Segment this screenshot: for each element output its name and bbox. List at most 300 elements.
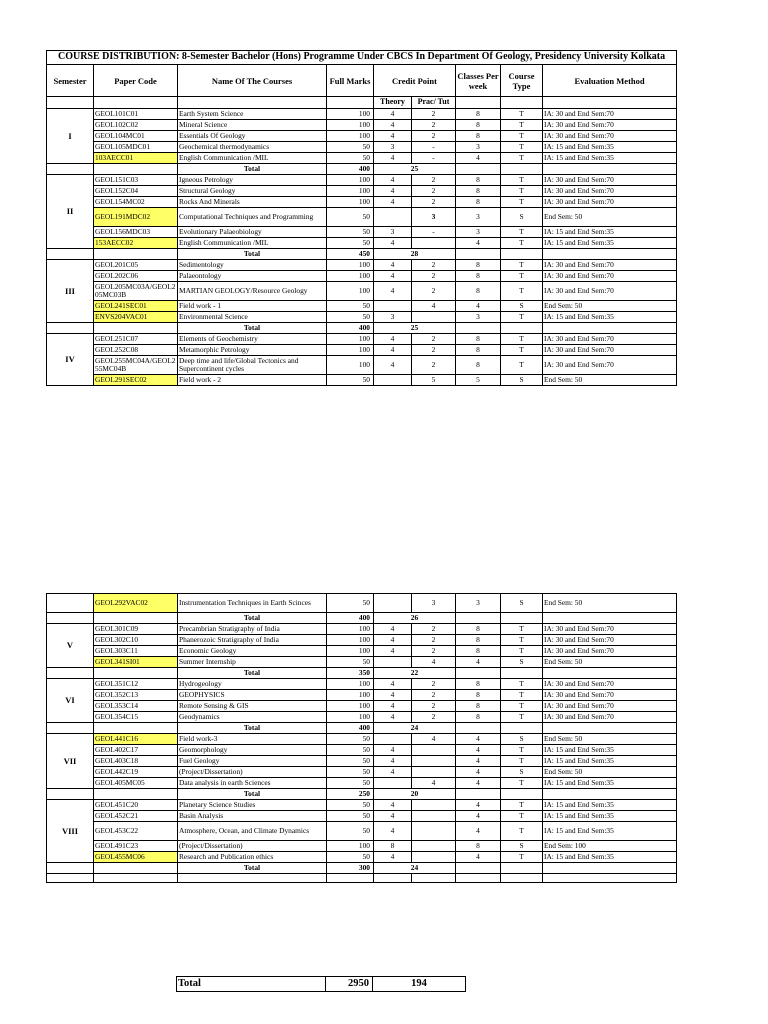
paper-code: GEOL202C06 <box>94 271 178 282</box>
cell-empty <box>456 613 501 624</box>
paper-code: GEOL354C15 <box>94 712 178 723</box>
paper-code: GEOL403C18 <box>94 756 178 767</box>
full-marks: 50 <box>327 811 374 822</box>
cell-empty <box>501 863 543 874</box>
credit-prac <box>412 238 456 249</box>
evaluation-method: IA: 30 and End Sem:70 <box>543 120 677 131</box>
classes-per-week: 8 <box>456 334 501 345</box>
course-name: Data analysis in earth Sciences <box>178 778 327 789</box>
credit-prac <box>412 767 456 778</box>
cell-empty <box>94 723 178 734</box>
credit-theory: 4 <box>374 131 412 142</box>
course-name: Basin Analysis <box>178 811 327 822</box>
cell-empty <box>501 164 543 175</box>
cell-empty <box>501 323 543 334</box>
credit-theory: 4 <box>374 282 412 301</box>
evaluation-method: IA: 15 and End Sem:35 <box>543 142 677 153</box>
cell-empty <box>47 668 94 679</box>
classes-per-week: 4 <box>456 778 501 789</box>
credit-theory: 4 <box>374 745 412 756</box>
classes-per-week: 8 <box>456 712 501 723</box>
cell-empty <box>47 164 94 175</box>
credit-prac: 2 <box>412 120 456 131</box>
course-type: T <box>501 312 543 323</box>
cell-empty <box>501 723 543 734</box>
total-marks: 450 <box>327 249 374 260</box>
paper-code: ENVS204VAC01 <box>94 312 178 323</box>
paper-code: GEOL205MC03A/GEOL205MC03B <box>94 282 178 301</box>
course-row <box>47 271 677 282</box>
total-credits: 20 <box>374 789 456 800</box>
course-name: Essentials Of Geology <box>178 131 327 142</box>
credit-prac <box>412 841 456 852</box>
paper-code: GEOL351C12 <box>94 679 178 690</box>
evaluation-method: IA: 30 and End Sem:70 <box>543 109 677 120</box>
credit-theory: 4 <box>374 334 412 345</box>
credit-theory: 4 <box>374 690 412 701</box>
total-credits: 24 <box>374 723 456 734</box>
cell-empty <box>47 613 94 624</box>
classes-per-week: 3 <box>456 208 501 227</box>
course-row <box>47 282 677 301</box>
full-marks: 50 <box>327 800 374 811</box>
paper-code: GEOL455MC06 <box>94 852 178 863</box>
total-marks: 350 <box>327 668 374 679</box>
credit-theory: 4 <box>374 186 412 197</box>
credit-prac: 2 <box>412 646 456 657</box>
classes-per-week: 3 <box>456 594 501 613</box>
cell-empty <box>456 164 501 175</box>
credit-theory: 4 <box>374 175 412 186</box>
classes-per-week: 4 <box>456 822 501 841</box>
credit-theory <box>374 375 412 386</box>
evaluation-method: IA: 15 and End Sem:35 <box>543 756 677 767</box>
evaluation-method: IA: 15 and End Sem:35 <box>543 800 677 811</box>
total-credits: 26 <box>374 613 456 624</box>
total-credits: 22 <box>374 668 456 679</box>
credit-prac <box>412 852 456 863</box>
full-marks: 100 <box>327 120 374 131</box>
semester-total-row <box>47 668 677 679</box>
credit-prac: 2 <box>412 186 456 197</box>
course-name: Hydrogeology <box>178 679 327 690</box>
semester-label: VII <box>47 734 94 789</box>
full-marks: 100 <box>327 356 374 375</box>
classes-per-week: 3 <box>456 227 501 238</box>
course-name: Computational Techniques and Programming <box>178 208 327 227</box>
classes-per-week: 4 <box>456 811 501 822</box>
cell-empty <box>543 323 677 334</box>
paper-code: GEOL405MC05 <box>94 778 178 789</box>
course-type: T <box>501 334 543 345</box>
evaluation-method: IA: 30 and End Sem:70 <box>543 175 677 186</box>
paper-code: GEOL156MDC03 <box>94 227 178 238</box>
credit-theory: 4 <box>374 646 412 657</box>
course-type: T <box>501 175 543 186</box>
classes-per-week: 8 <box>456 646 501 657</box>
classes-per-week: 4 <box>456 734 501 745</box>
credit-theory: 4 <box>374 345 412 356</box>
credit-prac: 4 <box>412 778 456 789</box>
classes-per-week: 8 <box>456 271 501 282</box>
course-type: T <box>501 142 543 153</box>
full-marks: 50 <box>327 657 374 668</box>
total-label: Total <box>178 249 327 260</box>
paper-code: 153AECC02 <box>94 238 178 249</box>
full-marks: 100 <box>327 186 374 197</box>
semester-label: I <box>47 109 94 164</box>
full-marks: 50 <box>327 142 374 153</box>
course-type: T <box>501 356 543 375</box>
paper-code: 103AECC01 <box>94 153 178 164</box>
cell-empty <box>94 249 178 260</box>
evaluation-method: IA: 15 and End Sem:35 <box>543 822 677 841</box>
credit-theory: 4 <box>374 811 412 822</box>
course-type: S <box>501 734 543 745</box>
semester-total-row <box>47 164 677 175</box>
evaluation-method: IA: 15 and End Sem:35 <box>543 745 677 756</box>
full-marks: 50 <box>327 227 374 238</box>
course-type: T <box>501 690 543 701</box>
course-row <box>47 301 677 312</box>
cell-empty <box>47 323 94 334</box>
paper-code: GEOL353C14 <box>94 701 178 712</box>
course-name: Planetary Science Studies <box>178 800 327 811</box>
course-table-page1 <box>46 50 677 386</box>
course-name: Environmental Science <box>178 312 327 323</box>
paper-code: GEOL152C04 <box>94 186 178 197</box>
evaluation-method: IA: 30 and End Sem:70 <box>543 271 677 282</box>
paper-code: GEOL441C16 <box>94 734 178 745</box>
evaluation-method: IA: 30 and End Sem:70 <box>543 186 677 197</box>
course-name: Atmosphere, Ocean, and Climate Dynamics <box>178 822 327 841</box>
full-marks: 100 <box>327 635 374 646</box>
cell-empty <box>543 249 677 260</box>
paper-code: GEOL352C13 <box>94 690 178 701</box>
cell-empty <box>501 613 543 624</box>
credit-theory: 4 <box>374 635 412 646</box>
course-name: Field work - 2 <box>178 375 327 386</box>
course-row <box>47 356 677 375</box>
total-marks: 300 <box>327 863 374 874</box>
cell-empty <box>501 249 543 260</box>
evaluation-method: IA: 30 and End Sem:70 <box>543 282 677 301</box>
course-name: Phanerozoic Stratigraphy of India <box>178 635 327 646</box>
classes-per-week: 8 <box>456 679 501 690</box>
full-marks: 100 <box>327 841 374 852</box>
credit-prac: 2 <box>412 109 456 120</box>
credit-prac: 2 <box>412 260 456 271</box>
course-type: S <box>501 594 543 613</box>
evaluation-method: End Sem: 50 <box>543 657 677 668</box>
credit-prac: 2 <box>412 131 456 142</box>
evaluation-method: IA: 30 and End Sem:70 <box>543 712 677 723</box>
credit-theory <box>374 594 412 613</box>
evaluation-method: IA: 30 and End Sem:70 <box>543 701 677 712</box>
full-marks: 100 <box>327 260 374 271</box>
course-row <box>47 874 677 883</box>
full-marks: 100 <box>327 334 374 345</box>
credit-prac <box>412 800 456 811</box>
header-course-name: Name Of The Courses <box>178 65 327 97</box>
classes-per-week: 8 <box>456 635 501 646</box>
cell-empty <box>501 874 543 883</box>
cell-empty <box>501 789 543 800</box>
credit-prac: 2 <box>412 271 456 282</box>
cell-empty <box>456 863 501 874</box>
credit-theory: 8 <box>374 841 412 852</box>
course-row <box>47 208 677 227</box>
evaluation-method: IA: 30 and End Sem:70 <box>543 690 677 701</box>
course-row <box>47 712 677 723</box>
credit-theory <box>374 778 412 789</box>
classes-per-week: 4 <box>456 756 501 767</box>
header-credit-point: Credit Point <box>374 65 456 97</box>
credit-theory: 3 <box>374 142 412 153</box>
evaluation-method: IA: 30 and End Sem:70 <box>543 334 677 345</box>
credit-prac <box>412 822 456 841</box>
paper-code: GEOL105MDC01 <box>94 142 178 153</box>
cell-empty <box>178 874 327 883</box>
course-row <box>47 312 677 323</box>
full-marks: 100 <box>327 690 374 701</box>
full-marks: 100 <box>327 712 374 723</box>
evaluation-method: End Sem: 50 <box>543 594 677 613</box>
header-semester: Semester <box>47 65 94 97</box>
credit-prac: 2 <box>412 345 456 356</box>
course-row <box>47 175 677 186</box>
course-type: T <box>501 756 543 767</box>
paper-code: GEOL442C19 <box>94 767 178 778</box>
full-marks: 100 <box>327 624 374 635</box>
credit-theory: 4 <box>374 109 412 120</box>
course-row <box>47 756 677 767</box>
credit-theory: 4 <box>374 197 412 208</box>
credit-prac: 2 <box>412 175 456 186</box>
course-type: T <box>501 745 543 756</box>
cell-empty <box>412 874 456 883</box>
credit-prac <box>412 745 456 756</box>
credit-theory: 3 <box>374 227 412 238</box>
header-classes: Classes Per week <box>456 65 501 97</box>
course-type: T <box>501 109 543 120</box>
course-row <box>47 800 677 811</box>
course-name: Instrumentation Techniques in Earth Scinces <box>178 594 327 613</box>
course-row <box>47 778 677 789</box>
classes-per-week: 3 <box>456 312 501 323</box>
evaluation-method: IA: 30 and End Sem:70 <box>543 635 677 646</box>
full-marks: 50 <box>327 767 374 778</box>
course-name: Geochemical thermodynamics <box>178 142 327 153</box>
cell-empty <box>456 789 501 800</box>
classes-per-week: 4 <box>456 153 501 164</box>
semester-label: VIII <box>47 800 94 863</box>
evaluation-method: IA: 15 and End Sem:35 <box>543 778 677 789</box>
course-name: Metamorphic Petrology <box>178 345 327 356</box>
semester-total-row <box>47 323 677 334</box>
credit-prac: 2 <box>412 197 456 208</box>
course-name: English Communication /MIL <box>178 238 327 249</box>
credit-theory <box>374 657 412 668</box>
credit-theory: 4 <box>374 800 412 811</box>
course-type: T <box>501 811 543 822</box>
full-marks: 50 <box>327 312 374 323</box>
paper-code: GEOL451C20 <box>94 800 178 811</box>
full-marks: 50 <box>327 208 374 227</box>
course-row <box>47 646 677 657</box>
course-row <box>47 142 677 153</box>
full-marks: 50 <box>327 375 374 386</box>
cell-empty <box>543 789 677 800</box>
evaluation-method: End Sem: 100 <box>543 841 677 852</box>
classes-per-week: 8 <box>456 120 501 131</box>
credit-theory: 3 <box>374 312 412 323</box>
paper-code: GEOL341SI01 <box>94 657 178 668</box>
course-name: GEOPHYSICS <box>178 690 327 701</box>
course-name: Palaeontology <box>178 271 327 282</box>
cell-empty <box>94 668 178 679</box>
course-row <box>47 745 677 756</box>
cell-empty <box>94 863 178 874</box>
full-marks: 50 <box>327 594 374 613</box>
semester-total-row <box>47 863 677 874</box>
classes-per-week: 8 <box>456 186 501 197</box>
evaluation-method: IA: 30 and End Sem:70 <box>543 345 677 356</box>
credit-theory <box>374 734 412 745</box>
credit-theory: 4 <box>374 712 412 723</box>
credit-theory: 4 <box>374 238 412 249</box>
credit-prac: - <box>412 227 456 238</box>
classes-per-week: 8 <box>456 175 501 186</box>
cell-empty <box>94 789 178 800</box>
course-type: T <box>501 227 543 238</box>
credit-prac: 5 <box>412 375 456 386</box>
cell-empty <box>47 249 94 260</box>
course-type: T <box>501 197 543 208</box>
total-marks: 400 <box>327 323 374 334</box>
cell-empty <box>94 874 178 883</box>
credit-prac: 2 <box>412 624 456 635</box>
cell-empty <box>47 789 94 800</box>
evaluation-method: IA: 15 and End Sem:35 <box>543 238 677 249</box>
course-type: T <box>501 271 543 282</box>
total-credits: 25 <box>374 323 456 334</box>
classes-per-week: 3 <box>456 142 501 153</box>
course-type: T <box>501 153 543 164</box>
evaluation-method: End Sem: 50 <box>543 734 677 745</box>
course-type: T <box>501 624 543 635</box>
grand-total-row <box>176 976 466 992</box>
header-paper-code: Paper Code <box>94 65 178 97</box>
course-type: S <box>501 841 543 852</box>
course-type: T <box>501 646 543 657</box>
semester-label: II <box>47 175 94 249</box>
course-name: Rocks And Minerals <box>178 197 327 208</box>
total-marks: 250 <box>327 789 374 800</box>
credit-theory: 4 <box>374 822 412 841</box>
paper-code: GEOL453C22 <box>94 822 178 841</box>
course-name: (Project/Dissertation) <box>178 841 327 852</box>
course-name: Geodynamics <box>178 712 327 723</box>
course-type: T <box>501 120 543 131</box>
cell-empty <box>456 874 501 883</box>
classes-per-week: 4 <box>456 657 501 668</box>
paper-code: GEOL201C05 <box>94 260 178 271</box>
classes-per-week: 4 <box>456 745 501 756</box>
full-marks: 100 <box>327 197 374 208</box>
credit-theory: 4 <box>374 624 412 635</box>
total-label: Total <box>178 723 327 734</box>
paper-code: GEOL491C23 <box>94 841 178 852</box>
course-type: T <box>501 852 543 863</box>
total-label: Total <box>178 668 327 679</box>
classes-per-week: 5 <box>456 375 501 386</box>
full-marks: 100 <box>327 646 374 657</box>
evaluation-method: IA: 30 and End Sem:70 <box>543 356 677 375</box>
course-name: Igneous Petrology <box>178 175 327 186</box>
classes-per-week: 8 <box>456 841 501 852</box>
course-name: (Project/Dissertation) <box>178 767 327 778</box>
credit-theory: 4 <box>374 756 412 767</box>
evaluation-method: End Sem: 50 <box>543 375 677 386</box>
cell-empty <box>543 723 677 734</box>
credit-prac: 2 <box>412 679 456 690</box>
header-course-type: Course Type <box>501 65 543 97</box>
total-label: Total <box>178 613 327 624</box>
course-row <box>47 624 677 635</box>
course-row <box>47 811 677 822</box>
header-theory: Theory <box>374 97 412 109</box>
semester-label: III <box>47 260 94 323</box>
credit-theory <box>374 208 412 227</box>
classes-per-week: 8 <box>456 701 501 712</box>
paper-code: GEOL301C09 <box>94 624 178 635</box>
course-name: Structural Geology <box>178 186 327 197</box>
credit-prac: 2 <box>412 690 456 701</box>
course-row <box>47 767 677 778</box>
course-row <box>47 635 677 646</box>
course-name: Summer Internship <box>178 657 327 668</box>
full-marks: 50 <box>327 852 374 863</box>
classes-per-week: 4 <box>456 800 501 811</box>
total-credits: 24 <box>374 863 456 874</box>
full-marks: 100 <box>327 282 374 301</box>
total-marks: 400 <box>327 723 374 734</box>
course-type: S <box>501 301 543 312</box>
classes-per-week: 8 <box>456 345 501 356</box>
paper-code: GEOL452C21 <box>94 811 178 822</box>
credit-theory: 4 <box>374 120 412 131</box>
evaluation-method: IA: 30 and End Sem:70 <box>543 624 677 635</box>
credit-prac <box>412 756 456 767</box>
course-row <box>47 120 677 131</box>
credit-prac: 4 <box>412 301 456 312</box>
evaluation-method: IA: 30 and End Sem:70 <box>543 679 677 690</box>
credit-prac: 3 <box>412 208 456 227</box>
course-name: MARTIAN GEOLOGY/Resource Geology <box>178 282 327 301</box>
course-row <box>47 822 677 841</box>
course-type: T <box>501 800 543 811</box>
credit-prac: 2 <box>412 701 456 712</box>
course-row <box>47 679 677 690</box>
course-row <box>47 109 677 120</box>
course-row <box>47 334 677 345</box>
paper-code: GEOL151C03 <box>94 175 178 186</box>
classes-per-week: 8 <box>456 624 501 635</box>
course-type: T <box>501 238 543 249</box>
classes-per-week: 8 <box>456 260 501 271</box>
course-name: Precambrian Stratigraphy of India <box>178 624 327 635</box>
